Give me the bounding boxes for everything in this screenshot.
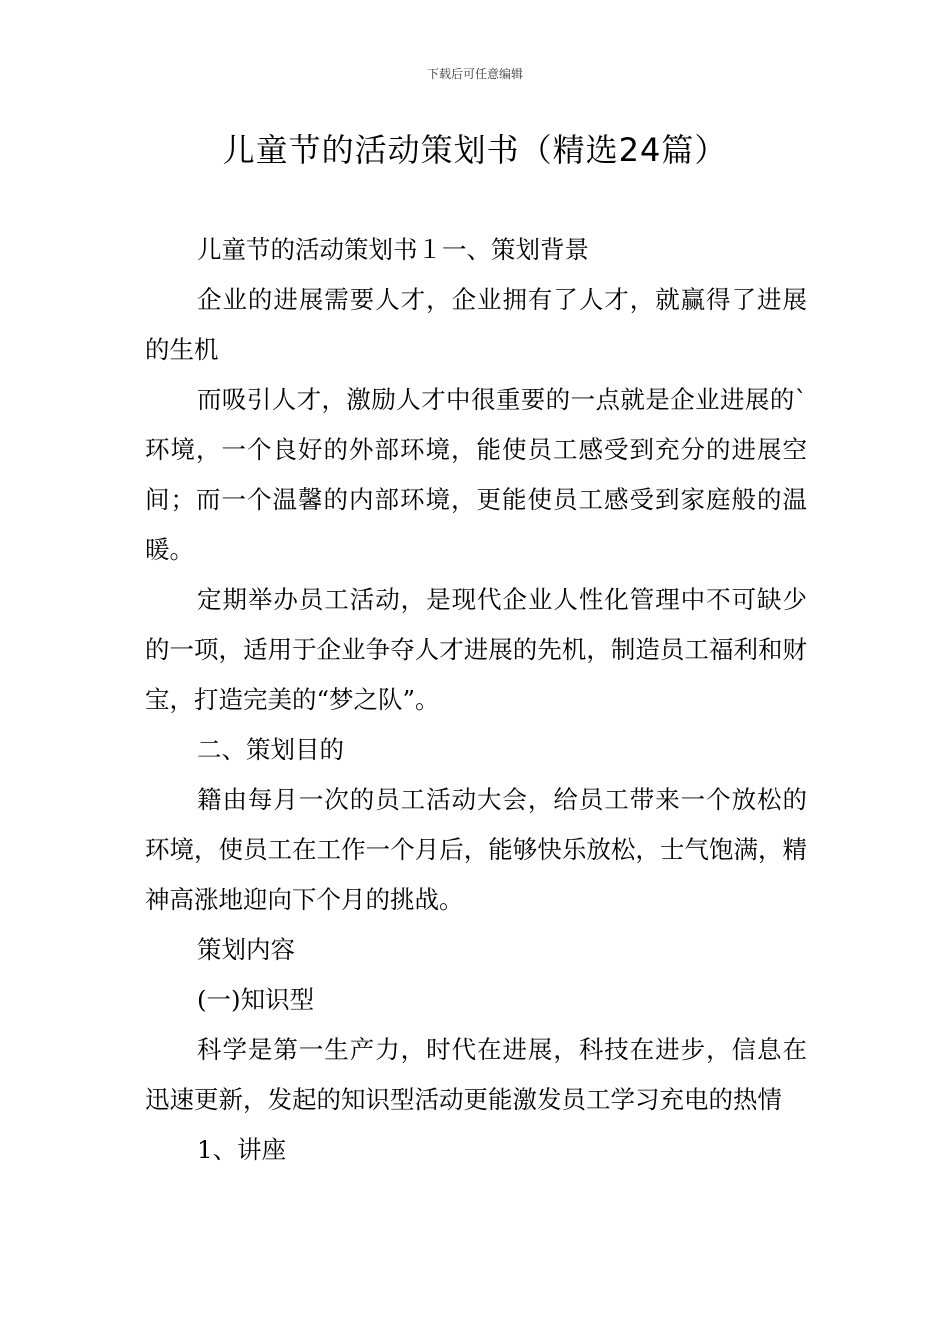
paragraph-heading-1: 儿童节的活动策划书１一、策划背景 (197, 235, 589, 264)
paragraph: 定期举办员工活动，是现代企业人性化管理中不可缺少的一项，适用于企业争夺人才进展的先机，制造员工福利和财宝，打造完美的“梦之队”。 (145, 585, 807, 714)
document-title: 儿童节的活动策划书（精选24篇） (222, 131, 728, 169)
paragraph: 企业的进展需要人才，企业拥有了人才，就赢得了进展的生机 (145, 285, 807, 364)
paragraph: 而吸引人才，激励人才中很重要的一点就是企业进展的`环境，一个良好的外部环境，能使员工感受到充分的进展空间；而一个温馨的内部环境，更能使员工感受到家庭般的温暖。 (145, 385, 807, 564)
header-note: 下载后可任意编辑 (426, 67, 523, 81)
list-item-heading: 1、讲座 (197, 1135, 287, 1164)
section-heading: 二、策划目的 (197, 735, 344, 764)
subsection-heading: (一)知识型 (197, 985, 315, 1014)
paragraph: 科学是第一生产力，时代在进展，科技在进步，信息在迅速更新，发起的知识型活动更能激发员工学习充电的热情 (145, 1035, 807, 1114)
paragraph: 籍由每月一次的员工活动大会，给员工带来一个放松的环境，使员工在工作一个月后，能够快乐放松，士气饱满，精神高涨地迎向下个月的挑战。 (145, 785, 807, 914)
document-body (145, 225, 807, 1175)
section-heading: 策划内容 (197, 935, 295, 964)
